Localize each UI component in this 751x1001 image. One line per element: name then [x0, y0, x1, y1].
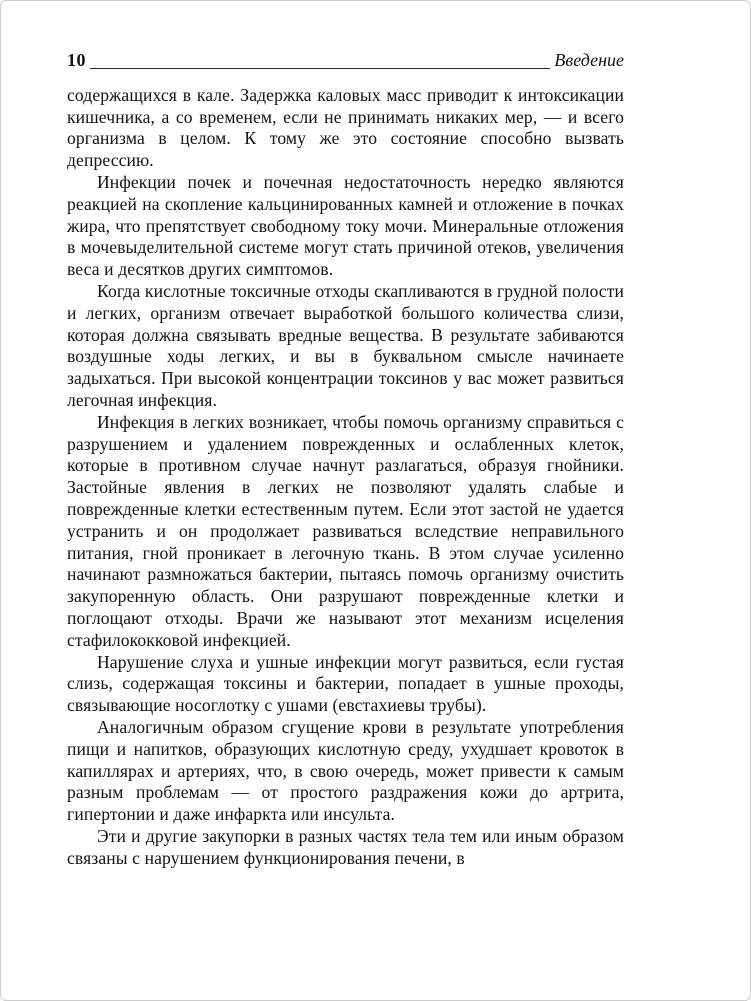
paragraph: содержащихся в кале. Задержка каловых масс приводит к интоксикации кишечника, а со временем, если не принимать никаких мер, — и всего организма в целом. К тому же это состояние способно вызвать депрессию.: [67, 84, 624, 171]
paragraph: Когда кислотные токсичные отходы скапливаются в грудной полости и легких, организм отвечает выработкой большого количества слизи, которая должна связывать вредные вещества. В результате забиваются воздушные ходы легких, и вы в буквальном смысле начинаете задыхаться. При высокой концентрации токсинов у вас может развиться легочная инфекция.: [67, 280, 624, 410]
running-head: Введение: [554, 50, 624, 70]
paragraph: Нарушение слуха и ушные инфекции могут развиться, если густая слизь, содержащая токсины и бактерии, попадает в ушные проходы, связывающие носоглотку с ушами (евстахиевы трубы).: [67, 651, 624, 716]
body-text: [67, 85, 624, 870]
paragraph: Эти и другие закупорки в разных частях тела тем или иным образом связаны с нарушением функционирования печени, в: [67, 825, 624, 868]
paragraph: Аналогичным образом сгущение крови в результате употребления пищи и напитков, образующих кислотную среду, ухудшает кровоток в капиллярах и артериях, что, в свою очередь, может привести к самым разным проблемам — от простого раздражения кожи до артрита, гипертонии и даже инфаркта или инсульта.: [67, 716, 624, 825]
paragraph: Инфекции почек и почечная недостаточность нередко являются реакцией на скопление кальцинированных камней и отложение в почках жира, что препятствует свободному току мочи. Минеральные отложения в мочевыделительной системе могут стать причиной отеков, увеличения веса и десятков других симптомов.: [67, 171, 624, 280]
paragraph: Инфекция в легких возникает, чтобы помочь организму справиться с разрушением и удалением поврежденных и ослабленных клеток, которые в противном случае начнут разлагаться, образуя гнойники. Застойные явления в легких не позволяют удалять слабые и поврежденные клетки естественным путем. Если этот застой не удается устранить и он продолжает развиваться вследствие неправильного питания, гной проникает в легочную ткань. В этом случае усиленно начинают размножаться бактерии, пытаясь помочь организму очистить закупоренную область. Они разрушают поврежденные клетки и поглощают отходы. Врачи же называют этот механизм исцеления стафилококковой инфекцией.: [67, 411, 624, 650]
page-number: 10: [67, 50, 86, 70]
header-rule: [90, 67, 550, 69]
page-header: [67, 51, 624, 71]
